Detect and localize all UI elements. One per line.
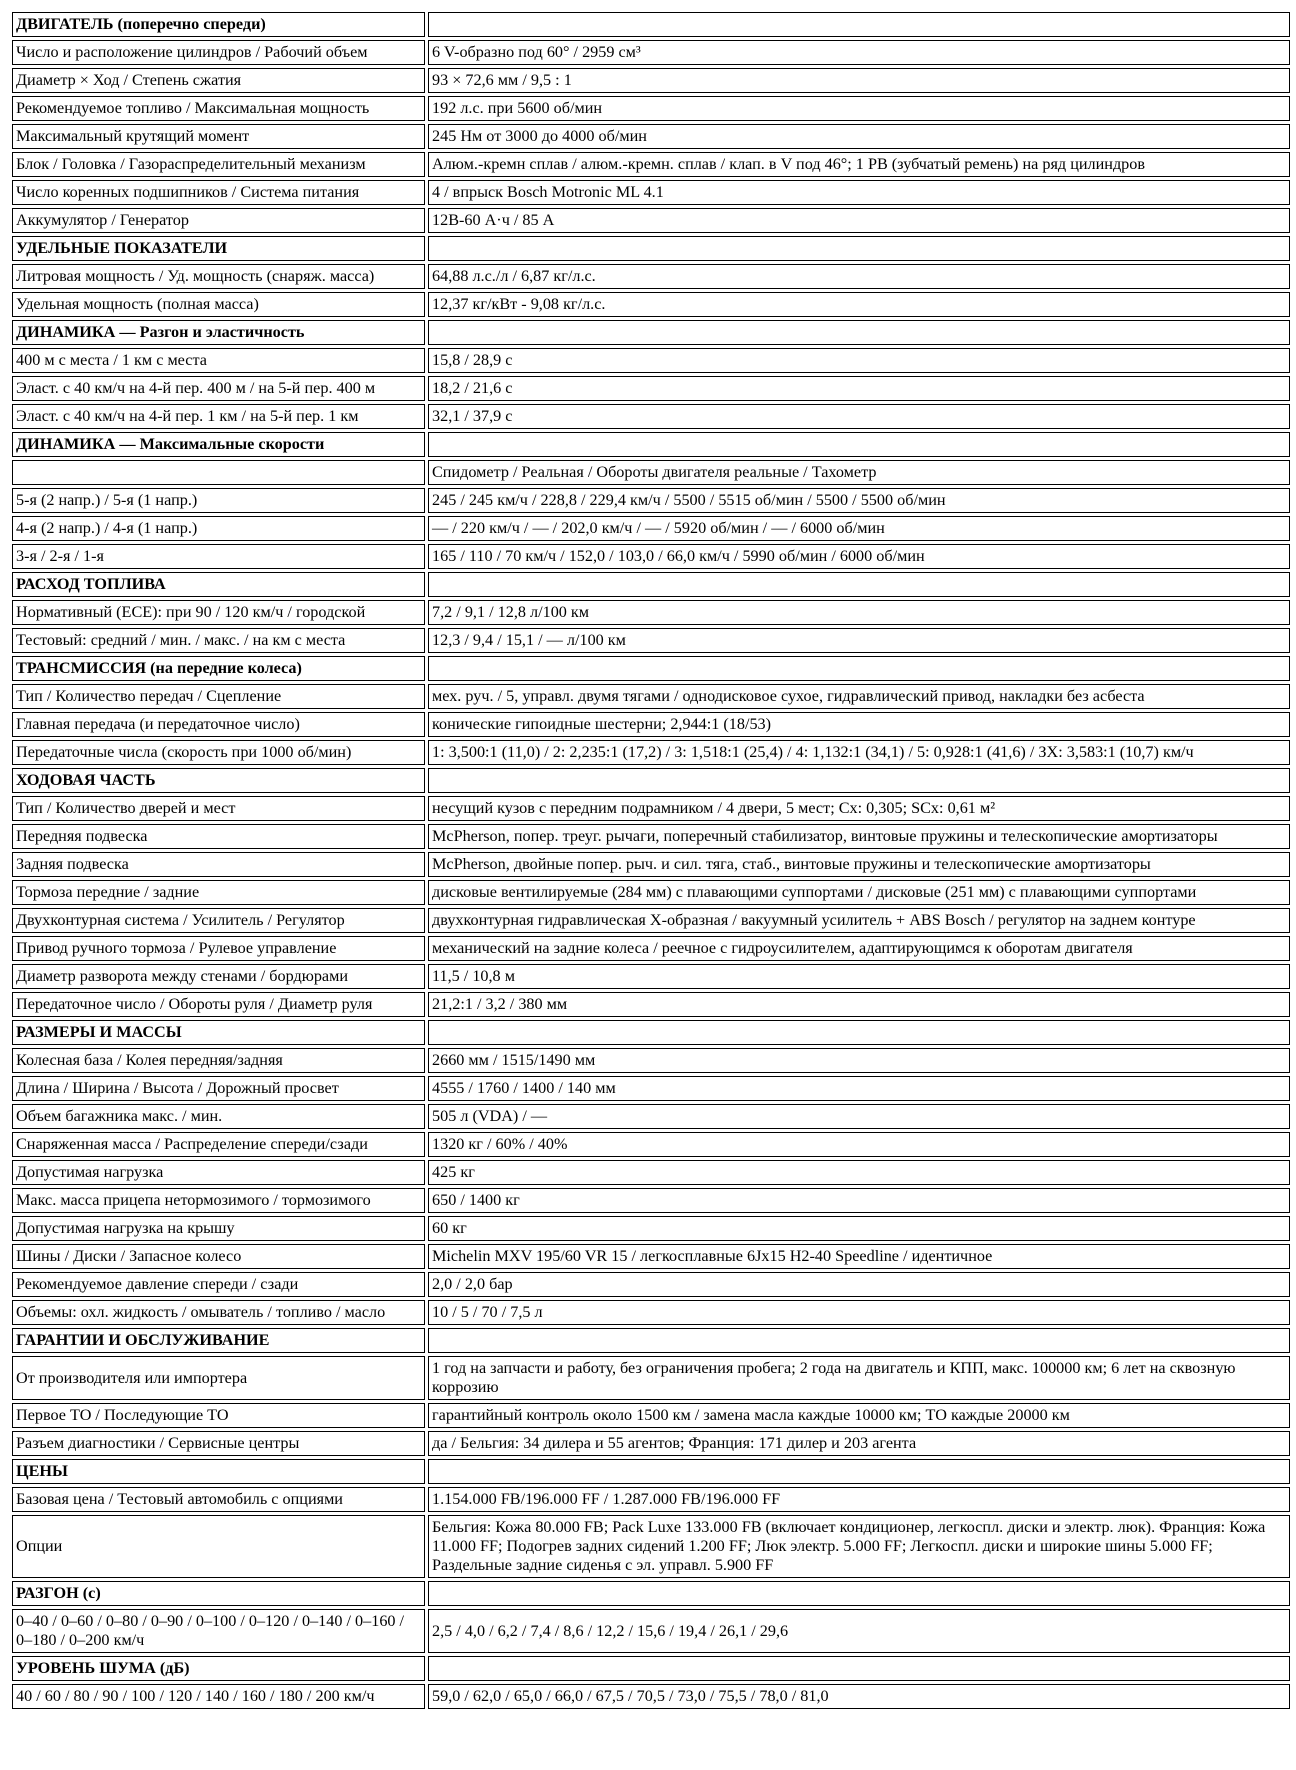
spec-label: Базовая цена / Тестовый автомобиль с опциями: [12, 1487, 425, 1512]
spec-label: Диаметр разворота между стенами / бордюрами: [12, 964, 425, 989]
spec-value: Алюм.-кремн сплав / алюм.-кремн. сплав / клап. в V под 46°; 1 РВ (зубчатый ремень) на ряд цилиндров: [428, 152, 1290, 177]
section-title: ДИНАМИКА — Максимальные скорости: [12, 432, 425, 457]
spec-row: [12, 208, 1290, 233]
spec-value: 12,37 кг/кВт - 9,08 кг/л.с.: [428, 292, 1290, 317]
spec-label: Привод ручного тормоза / Рулевое управление: [12, 936, 425, 961]
spec-label: 5-я (2 напр.) / 5-я (1 напр.): [12, 488, 425, 513]
spec-label: Допустимая нагрузка: [12, 1160, 425, 1185]
spec-label: Максимальный крутящий момент: [12, 124, 425, 149]
spec-row: [12, 152, 1290, 177]
section-empty-cell: [428, 572, 1290, 597]
section-title: ГАРАНТИИ И ОБСЛУЖИВАНИЕ: [12, 1328, 425, 1353]
spec-row: [12, 68, 1290, 93]
spec-label: Эласт. с 40 км/ч на 4-й пер. 400 м / на 5-й пер. 400 м: [12, 376, 425, 401]
spec-row: [12, 1272, 1290, 1297]
spec-label: Диаметр × Ход / Степень сжатия: [12, 68, 425, 93]
spec-value: 1.154.000 FB/196.000 FF / 1.287.000 FB/196.000 FF: [428, 1487, 1290, 1512]
section-header-row: [12, 236, 1290, 261]
spec-row: [12, 180, 1290, 205]
section-title: ТРАНСМИССИЯ (на передние колеса): [12, 656, 425, 681]
section-header-row: [12, 1328, 1290, 1353]
section-header-row: [12, 572, 1290, 597]
spec-label: Рекомендуемое давление спереди / сзади: [12, 1272, 425, 1297]
spec-value: несущий кузов с передним подрамником / 4 двери, 5 мест; Cx: 0,305; SCx: 0,61 м²: [428, 796, 1290, 821]
spec-row: [12, 992, 1290, 1017]
spec-label: Колесная база / Колея передняя/задняя: [12, 1048, 425, 1073]
spec-row: [12, 544, 1290, 569]
spec-value: McPherson, двойные попер. рыч. и сил. тяга, стаб., винтовые пружины и телескопические амортизаторы: [428, 852, 1290, 877]
spec-row: [12, 1216, 1290, 1241]
spec-value: гарантийный контроль около 1500 км / замена масла каждые 10000 км; ТО каждые 20000 км: [428, 1403, 1290, 1428]
spec-row: [12, 516, 1290, 541]
spec-label: Литровая мощность / Уд. мощность (снаряж. масса): [12, 264, 425, 289]
spec-row: [12, 348, 1290, 373]
section-title: РАСХОД ТОПЛИВА: [12, 572, 425, 597]
spec-label: Тормоза передние / задние: [12, 880, 425, 905]
spec-row: [12, 1244, 1290, 1269]
spec-value: 425 кг: [428, 1160, 1290, 1185]
section-title: ХОДОВАЯ ЧАСТЬ: [12, 768, 425, 793]
spec-value: 505 л (VDA) / —: [428, 1104, 1290, 1129]
spec-row: [12, 1160, 1290, 1185]
spec-value: 60 кг: [428, 1216, 1290, 1241]
spec-value: 93 × 72,6 мм / 9,5 : 1: [428, 68, 1290, 93]
spec-value: 64,88 л.с./л / 6,87 кг/л.с.: [428, 264, 1290, 289]
spec-value: дисковые вентилируемые (284 мм) с плавающими суппортами / дисковые (251 мм) с плавающими суппортами: [428, 880, 1290, 905]
spec-label: Разъем диагностики / Сервисные центры: [12, 1431, 425, 1456]
spec-row: [12, 712, 1290, 737]
spec-value: 650 / 1400 кг: [428, 1188, 1290, 1213]
spec-value: 15,8 / 28,9 с: [428, 348, 1290, 373]
spec-row: [12, 1048, 1290, 1073]
spec-row: [12, 1515, 1290, 1578]
section-header-row: [12, 1459, 1290, 1484]
spec-label: Рекомендуемое топливо / Максимальная мощность: [12, 96, 425, 121]
spec-value: мех. руч. / 5, управл. двумя тягами / однодисковое сухое, гидравлический привод, накладки без асбеста: [428, 684, 1290, 709]
spec-label: Нормативный (ECE): при 90 / 120 км/ч / городской: [12, 600, 425, 625]
spec-value: 21,2:1 / 3,2 / 380 мм: [428, 992, 1290, 1017]
spec-value: 245 / 245 км/ч / 228,8 / 229,4 км/ч / 5500 / 5515 об/мин / 5500 / 5500 об/мин: [428, 488, 1290, 513]
spec-value: 4 / впрыск Bosch Motronic ML 4.1: [428, 180, 1290, 205]
spec-value: 7,2 / 9,1 / 12,8 л/100 км: [428, 600, 1290, 625]
spec-value: 18,2 / 21,6 с: [428, 376, 1290, 401]
section-title: УДЕЛЬНЫЕ ПОКАЗАТЕЛИ: [12, 236, 425, 261]
spec-row: [12, 600, 1290, 625]
section-empty-cell: [428, 1328, 1290, 1353]
spec-label: Блок / Головка / Газораспределительный механизм: [12, 152, 425, 177]
spec-row: [12, 488, 1290, 513]
spec-label: 0–40 / 0–60 / 0–80 / 0–90 / 0–100 / 0–120 / 0–140 / 0–160 / 0–180 / 0–200 км/ч: [12, 1609, 425, 1653]
spec-value: 2,5 / 4,0 / 6,2 / 7,4 / 8,6 / 12,2 / 15,6 / 19,4 / 26,1 / 29,6: [428, 1609, 1290, 1653]
spec-value: 4555 / 1760 / 1400 / 140 мм: [428, 1076, 1290, 1101]
spec-label: Аккумулятор / Генератор: [12, 208, 425, 233]
spec-value: — / 220 км/ч / — / 202,0 км/ч / — / 5920 об/мин / — / 6000 об/мин: [428, 516, 1290, 541]
section-header-row: [12, 1656, 1290, 1681]
spec-value: 1 год на запчасти и работу, без ограничения пробега; 2 года на двигатель и КПП, макс. 100000 км; 6 лет на сквозную коррозию: [428, 1356, 1290, 1400]
section-empty-cell: [428, 236, 1290, 261]
spec-label: 400 м с места / 1 км с места: [12, 348, 425, 373]
section-title: ДИНАМИКА — Разгон и эластичность: [12, 320, 425, 345]
section-title: РАЗГОН (с): [12, 1581, 425, 1606]
spec-label: 3-я / 2-я / 1-я: [12, 544, 425, 569]
spec-row: [12, 908, 1290, 933]
spec-row: [12, 880, 1290, 905]
section-header-row: [12, 656, 1290, 681]
section-title: РАЗМЕРЫ И МАССЫ: [12, 1020, 425, 1045]
spec-row: [12, 124, 1290, 149]
spec-value: McPherson, попер. треуг. рычаги, поперечный стабилизатор, винтовые пружины и телескопические амортизаторы: [428, 824, 1290, 849]
spec-label: Число и расположение цилиндров / Рабочий объем: [12, 40, 425, 65]
spec-label: 4-я (2 напр.) / 4-я (1 напр.): [12, 516, 425, 541]
spec-label: Первое ТО / Последующие ТО: [12, 1403, 425, 1428]
section-empty-cell: [428, 656, 1290, 681]
spec-table: [9, 9, 1293, 1712]
spec-label: Эласт. с 40 км/ч на 4-й пер. 1 км / на 5-й пер. 1 км: [12, 404, 425, 429]
spec-value: Бельгия: Кожа 80.000 FB; Pack Luxe 133.000 FB (включает кондиционер, легкоспл. диски и электр. люк). Франция: Кожа 11.000 FF; Подогрев задних сидений 1.200 FF; Люк электр. 5.000 FF; Легкоспл. диски и широкие шины 5.000 FF; Раздельные задние сиденья с эл. управл. 5.900 FF: [428, 1515, 1290, 1578]
spec-label: Допустимая нагрузка на крышу: [12, 1216, 425, 1241]
spec-value: да / Бельгия: 34 дилера и 55 агентов; Франция: 171 дилер и 203 агента: [428, 1431, 1290, 1456]
spec-value: двухконтурная гидравлическая X-образная / вакуумный усилитель + ABS Bosch / регулятор на заднем контуре: [428, 908, 1290, 933]
spec-row: [12, 40, 1290, 65]
spec-value: 11,5 / 10,8 м: [428, 964, 1290, 989]
spec-row: [12, 1300, 1290, 1325]
spec-row: [12, 1431, 1290, 1456]
spec-label: Передаточное число / Обороты руля / Диаметр руля: [12, 992, 425, 1017]
section-empty-cell: [428, 320, 1290, 345]
section-empty-cell: [428, 1020, 1290, 1045]
spec-row: [12, 404, 1290, 429]
spec-label: Объем багажника макс. / мин.: [12, 1104, 425, 1129]
spec-label: Объемы: охл. жидкость / омыватель / топливо / масло: [12, 1300, 425, 1325]
spec-value: 10 / 5 / 70 / 7,5 л: [428, 1300, 1290, 1325]
spec-row: [12, 740, 1290, 765]
spec-value: 2660 мм / 1515/1490 мм: [428, 1048, 1290, 1073]
spec-label: Снаряженная масса / Распределение спереди/сзади: [12, 1132, 425, 1157]
spec-row: [12, 628, 1290, 653]
spec-row: [12, 264, 1290, 289]
section-empty-cell: [428, 12, 1290, 37]
spec-value: 1320 кг / 60% / 40%: [428, 1132, 1290, 1157]
spec-label: Тип / Количество передач / Сцепление: [12, 684, 425, 709]
section-header-row: [12, 1581, 1290, 1606]
spec-label: Опции: [12, 1515, 425, 1578]
section-title: УРОВЕНЬ ШУМА (дБ): [12, 1656, 425, 1681]
section-empty-cell: [428, 1656, 1290, 1681]
spec-label: Тип / Количество дверей и мест: [12, 796, 425, 821]
spec-row: [12, 292, 1290, 317]
spec-value: 59,0 / 62,0 / 65,0 / 66,0 / 67,5 / 70,5 / 73,0 / 75,5 / 78,0 / 81,0: [428, 1684, 1290, 1709]
spec-row: [12, 376, 1290, 401]
spec-label: Главная передача (и передаточное число): [12, 712, 425, 737]
spec-label: 40 / 60 / 80 / 90 / 100 / 120 / 140 / 160 / 180 / 200 км/ч: [12, 1684, 425, 1709]
spec-label: Передняя подвеска: [12, 824, 425, 849]
spec-value: 12,3 / 9,4 / 15,1 / — л/100 км: [428, 628, 1290, 653]
spec-value: Спидометр / Реальная / Обороты двигателя реальные / Тахометр: [428, 460, 1290, 485]
section-header-row: [12, 768, 1290, 793]
spec-row: [12, 96, 1290, 121]
section-empty-cell: [428, 768, 1290, 793]
spec-label: Двухконтурная система / Усилитель / Регулятор: [12, 908, 425, 933]
section-header-row: [12, 432, 1290, 457]
spec-table-body: [12, 12, 1290, 1709]
spec-value: механический на задние колеса / реечное с гидроусилителем, адаптирующимся к оборотам двигателя: [428, 936, 1290, 961]
spec-row: [12, 1487, 1290, 1512]
spec-row: [12, 1356, 1290, 1400]
spec-value: Michelin MXV 195/60 VR 15 / легкосплавные 6Jx15 H2-40 Speedline / идентичное: [428, 1244, 1290, 1269]
spec-row: [12, 1609, 1290, 1653]
spec-label: Длина / Ширина / Высота / Дорожный просвет: [12, 1076, 425, 1101]
section-empty-cell: [428, 1459, 1290, 1484]
spec-row: [12, 460, 1290, 485]
spec-row: [12, 684, 1290, 709]
spec-value: 12В-60 А·ч / 85 А: [428, 208, 1290, 233]
spec-row: [12, 1132, 1290, 1157]
spec-row: [12, 1104, 1290, 1129]
spec-row: [12, 936, 1290, 961]
section-header-row: [12, 12, 1290, 37]
section-empty-cell: [428, 432, 1290, 457]
spec-value: 165 / 110 / 70 км/ч / 152,0 / 103,0 / 66,0 км/ч / 5990 об/мин / 6000 об/мин: [428, 544, 1290, 569]
spec-row: [12, 1403, 1290, 1428]
spec-value: 6 V-образно под 60° / 2959 см³: [428, 40, 1290, 65]
section-title: ЦЕНЫ: [12, 1459, 425, 1484]
spec-label: Удельная мощность (полная масса): [12, 292, 425, 317]
spec-row: [12, 824, 1290, 849]
spec-row: [12, 964, 1290, 989]
spec-value: 192 л.с. при 5600 об/мин: [428, 96, 1290, 121]
spec-value: конические гипоидные шестерни; 2,944:1 (18/53): [428, 712, 1290, 737]
spec-label: От производителя или импортера: [12, 1356, 425, 1400]
section-title: ДВИГАТЕЛЬ (поперечно спереди): [12, 12, 425, 37]
spec-label: Задняя подвеска: [12, 852, 425, 877]
spec-row: [12, 1684, 1290, 1709]
spec-row: [12, 1076, 1290, 1101]
spec-label: Шины / Диски / Запасное колесо: [12, 1244, 425, 1269]
spec-label: Число коренных подшипников / Система питания: [12, 180, 425, 205]
spec-label: [12, 460, 425, 485]
spec-value: 245 Нм от 3000 до 4000 об/мин: [428, 124, 1290, 149]
spec-value: 1: 3,500:1 (11,0) / 2: 2,235:1 (17,2) / 3: 1,518:1 (25,4) / 4: 1,132:1 (34,1) / 5: 0,928:1 (41,6) / ЗХ: 3,583:1 (10,7) км/ч: [428, 740, 1290, 765]
spec-label: Макс. масса прицепа нетормозимого / тормозимого: [12, 1188, 425, 1213]
spec-value: 2,0 / 2,0 бар: [428, 1272, 1290, 1297]
spec-label: Передаточные числа (скорость при 1000 об/мин): [12, 740, 425, 765]
spec-row: [12, 852, 1290, 877]
spec-row: [12, 1188, 1290, 1213]
section-empty-cell: [428, 1581, 1290, 1606]
section-header-row: [12, 1020, 1290, 1045]
spec-row: [12, 796, 1290, 821]
spec-label: Тестовый: средний / мин. / макс. / на км с места: [12, 628, 425, 653]
section-header-row: [12, 320, 1290, 345]
spec-value: 32,1 / 37,9 с: [428, 404, 1290, 429]
